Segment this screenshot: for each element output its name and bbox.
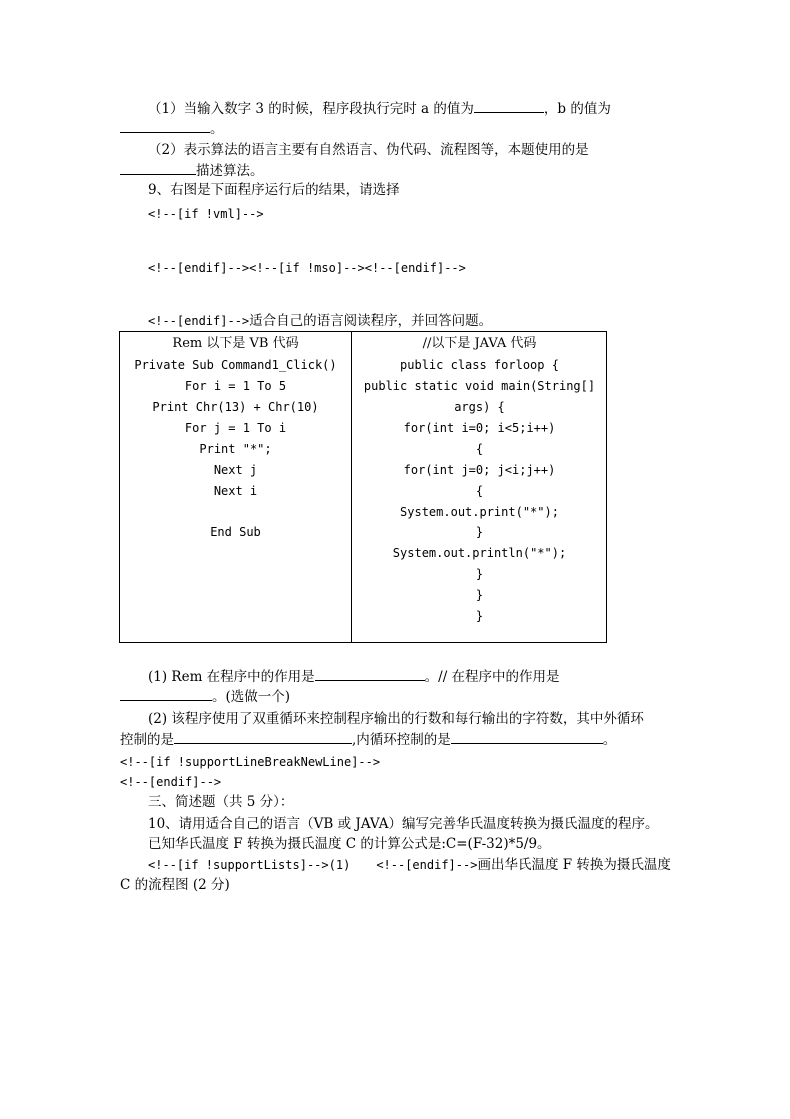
q9-sub2-text-c: ,内循环控制的是 [352,732,451,748]
vb-code-line: Rem 以下是 VB 代码 [172,336,299,351]
java-code-column [352,332,607,642]
q9-comment-2: <!--[endif]--> [120,775,222,789]
q9-vml-open-comment: <!--[if !vml]--> [148,207,264,221]
java-code-line: } [475,609,484,623]
java-code-line: } [475,525,484,539]
java-code-line: } [475,567,484,581]
q9-sub1-text-c: 。(选做一个) [212,689,291,705]
q9-title: 9、右图是下面程序运行后的结果，请选择 [148,182,400,198]
code-comparison-table [119,331,607,643]
answer-blank-algorithm-language[interactable] [120,161,196,175]
q8-sub2-text-b: 描述算法。 [196,163,264,179]
java-code-line: { [475,484,484,498]
vb-code-line: End Sub [210,525,261,539]
q10-sub1-text: 画出华氏温度 F 转换为摄氏温度 [477,857,671,873]
java-code-line: for(int j=0; j<i;j++) [403,463,556,477]
q10-title: 10、请用适合自己的语言（VB 或 JAVA）编写完善华氏温度转换为摄氏温度的程序。 [148,816,659,832]
answer-blank-b-value[interactable] [120,119,210,133]
answer-blank-a-value[interactable] [474,99,544,113]
java-code-line: System.out.print("*"); [400,505,559,519]
vb-code-column [120,332,351,642]
vb-code-line: Next i [213,484,258,498]
answer-blank-outer-loop[interactable] [174,730,352,744]
q9-sub1-text-b: 。// 在程序中的作用是 [424,669,560,685]
vb-code-line: For j = 1 To i [184,421,287,435]
q9-sub2-text-d: 。 [602,732,617,748]
java-code-line: //以下是 JAVA 代码 [422,336,537,351]
q9-sub2-line: (2) 该程序使用了双重循环来控制程序输出的行数和每行输出的字符数，其中外循环 [148,711,644,727]
q10-sub1-comment-b: <!--[endif]--> [376,858,478,872]
vb-code-line: Print "*"; [199,442,272,456]
q9-sub1-line2 [120,687,290,706]
q9-sub2-text-b: 控制的是 [120,732,174,748]
q10-sub1-comment-a: <!--[if !supportLists]--> [148,858,329,872]
q8-sub1-line2 [120,119,224,138]
q9-sub1-text-a: (1) Rem 在程序中的作用是 [148,669,315,685]
q8-sub2-line [148,141,589,159]
vb-code-line: For i = 1 To 5 [184,379,287,393]
java-code-line: public static void main(String[] [363,379,596,393]
q9-intro-comment: <!--[endif]--> [148,314,250,328]
java-code-line: System.out.println("*"); [392,546,567,560]
q9-vml-close-comment: <!--[endif]--><!--[if !mso]--><!--[endif]--> [148,261,466,275]
q8-sub2-text-a: （2）表示算法的语言主要有自然语言、伪代码、流程图等，本题使用的是 [148,142,589,158]
q10-sub1-number: (1) [328,858,351,872]
q8-sub1-text-b: ，b 的值为 [543,101,611,117]
q9-intro-line [148,312,492,330]
vb-code-line: Print Chr(13) + Chr(10) [152,400,319,414]
q9-sub1-line [148,667,560,686]
vb-code-line: Private Sub Command1_Click() [134,358,337,372]
q9-intro-text: 适合自己的语言阅读程序，并回答问题。 [249,313,493,329]
q10-sub1-line [148,856,671,874]
vb-code-line: Next j [213,463,258,477]
q8-sub2-line2 [120,161,264,180]
q8-sub1-text-a: （1）当输入数字 3 的时候，程序段执行完时 a 的值为 [148,101,474,117]
q8-sub1-line [148,99,611,118]
q10-sub1-line2: C 的流程图 (2 分) [120,877,230,893]
java-code-line: { [475,442,484,456]
answer-blank-rem-purpose[interactable] [315,667,425,681]
answer-blank-inner-loop[interactable] [451,730,603,744]
q9-sub2-line2 [120,730,616,749]
answer-blank-comment-purpose[interactable] [120,687,212,701]
section3-heading: 三、简述题（共 5 分）： [148,794,294,810]
java-code-line: public class forloop { [400,358,559,372]
q8-sub1-end: 。 [210,121,224,137]
java-code-line: args) { [454,400,505,414]
q9-comment-1: <!--[if !supportLineBreakNewLine]--> [120,755,381,769]
java-code-line: for(int i=0; i<5;i++) [403,421,556,435]
q10-formula: 已知华氏温度 F 转换为摄氏温度 C 的计算公式是:C=(F-32)*5/9。 [148,836,551,852]
java-code-line: } [475,588,484,602]
